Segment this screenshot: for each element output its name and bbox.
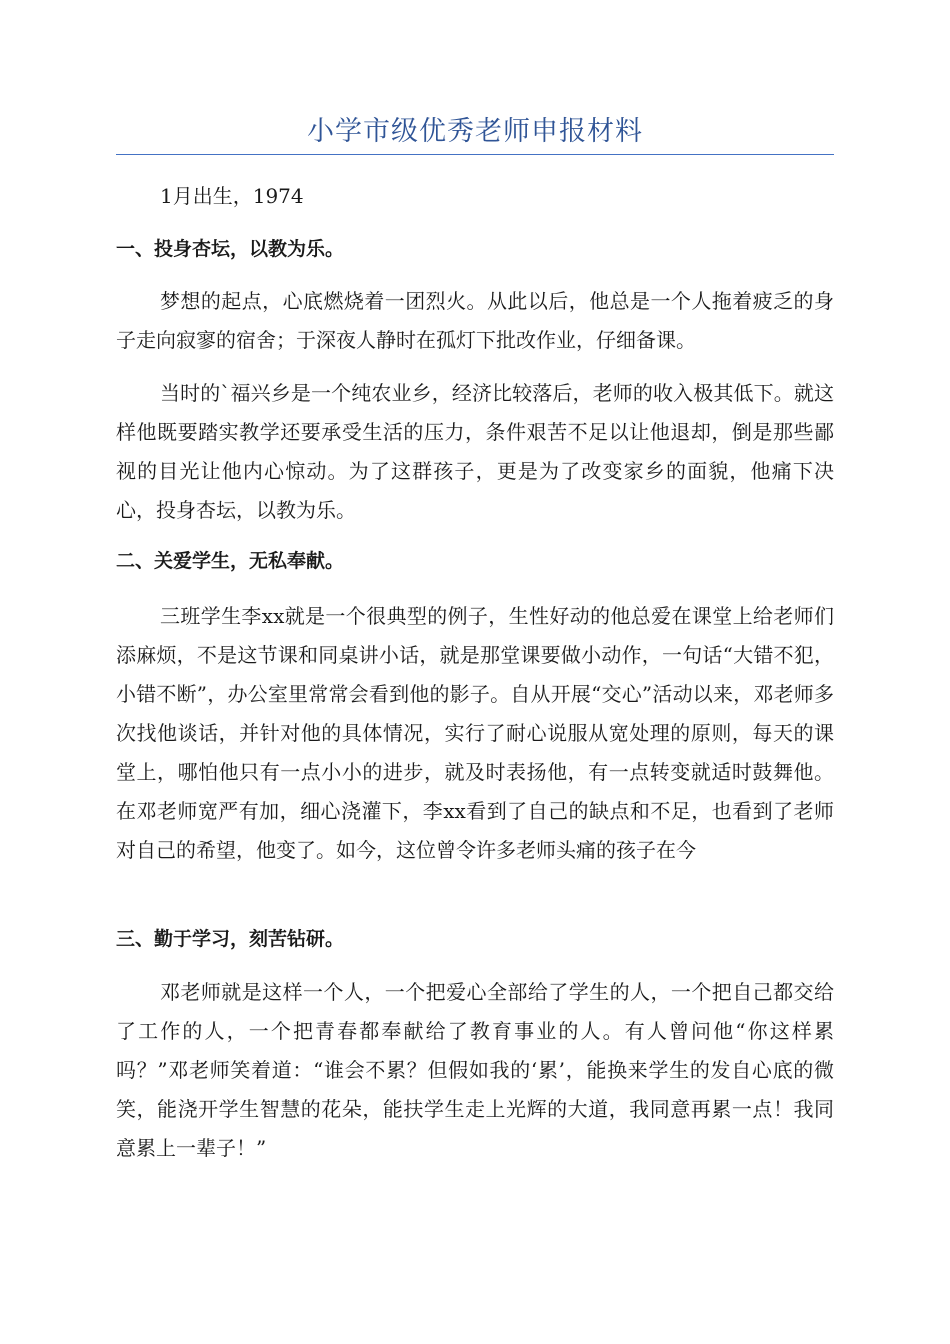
section-3-heading: 三、勤于学习，刻苦钻研。 — [116, 928, 345, 950]
document-title: 小学市级优秀老师申报材料 — [307, 116, 643, 147]
section-1-paragraph-1: 梦想的起点，心底燃烧着一团烈火。从此以后，他总是一个人拖着疲乏的身子走向寂寥的宿舍；于深夜人静时在孤灯下批改作业，仔细备课。 — [116, 289, 834, 352]
title-underline — [116, 154, 834, 155]
intro-line: 1月出生，1974 — [160, 184, 304, 208]
section-1-paragraph-2: 当时的`福兴乡是一个纯农业乡，经济比较落后，老师的收入极其低下。就这样他既要踏实教学还要承受生活的压力，条件艰苦不足以让他退却，倒是那些鄙视的目光让他内心惊动。为了这群孩子，更是为了改变家乡的面貌，他痛下决心，投身杏坛，以教为乐。 — [116, 381, 834, 522]
section-2-heading: 二、关爱学生，无私奉献。 — [116, 550, 345, 572]
section-1-heading: 一、投身杏坛，以教为乐。 — [116, 238, 345, 260]
section-2-paragraph-1: 三班学生李xx就是一个很典型的例子，生性好动的他总爱在课堂上给老师们添麻烦，不是这节课和同桌讲小话，就是那堂课要做小动作，一句话“大错不犯，小错不断”，办公室里常常会看到他的影子。自从开展“交心”活动以来，邓老师多次找他谈话，并针对他的具体情况，实行了耐心说服从宽处理的原则，每天的课堂上，哪怕他只有一点小小的进步，就及时表扬他，有一点转变就适时鼓舞他。在邓老师宽严有加，细心浇灌下，李xx看到了自己的缺点和不足，也看到了老师对自己的希望，他变了。如今，这位曾令许多老师头痛的孩子在今 — [116, 604, 834, 862]
section-3-paragraph-1: 邓老师就是这样一个人，一个把爱心全部给了学生的人，一个把自己都交给了工作的人，一个把青春都奉献给了教育事业的人。有人曾问他“你这样累吗？”邓老师笑着道：“谁会不累？但假如我的‘累’，能换来学生的发自心底的微笑，能浇开学生智慧的花朵，能扶学生走上光辉的大道，我同意再累一点！我同意累上一辈子！” — [116, 980, 834, 1160]
